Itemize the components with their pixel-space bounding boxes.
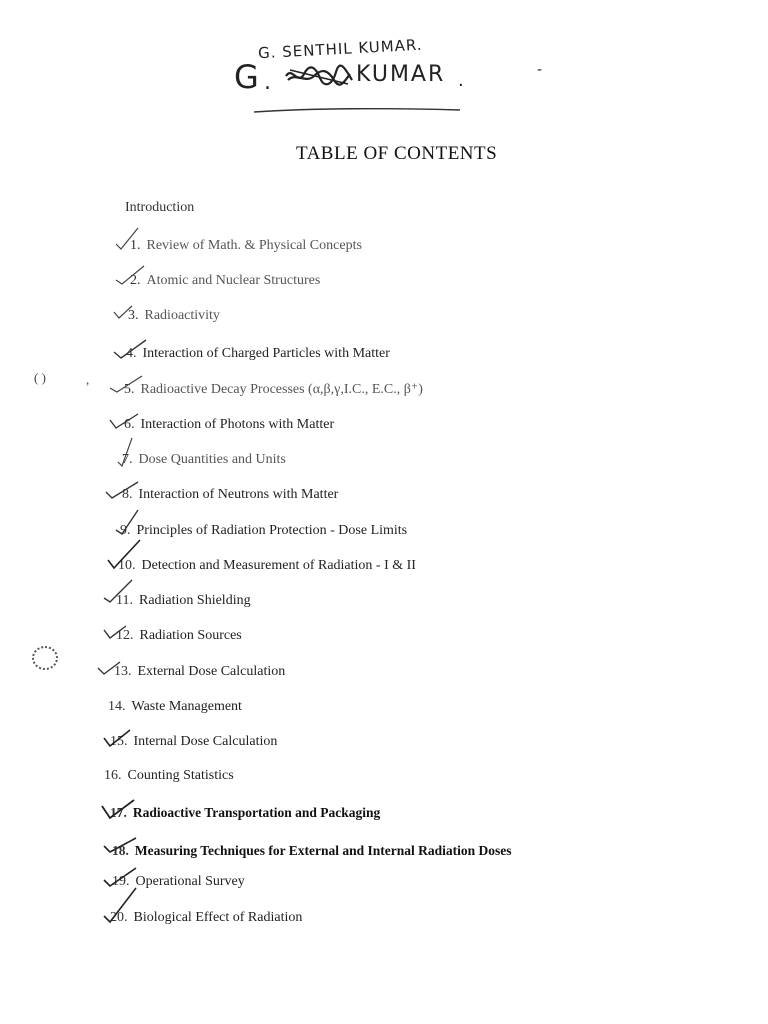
page-title: TABLE OF CONTENTS bbox=[296, 143, 498, 164]
toc-item-number: 9. bbox=[120, 523, 131, 538]
checkmark-icon bbox=[112, 508, 142, 538]
checkmark-icon bbox=[100, 726, 134, 752]
toc-item-label: Principles of Radiation Protection - Dose Limits bbox=[136, 523, 408, 538]
toc-item-number: 2. bbox=[130, 273, 141, 288]
toc-item-number: 12. bbox=[116, 628, 134, 643]
checkmark-icon bbox=[102, 478, 142, 506]
toc-item-label: Radioactive Transportation and Packaging bbox=[132, 805, 381, 820]
toc-item-number: 15. bbox=[110, 734, 128, 749]
toc-item-label: Counting Statistics bbox=[127, 768, 234, 783]
toc-item-label: Atomic and Nuclear Structures bbox=[146, 273, 321, 288]
toc-item-13 bbox=[114, 664, 285, 680]
checkmark-icon bbox=[106, 372, 146, 398]
margin-parentheses: ( ) bbox=[34, 370, 46, 385]
toc-item-12 bbox=[116, 628, 242, 644]
toc-item-number: 3. bbox=[128, 308, 139, 323]
toc-item-number: 16. bbox=[104, 768, 122, 783]
toc-item-number: 20. bbox=[110, 910, 128, 925]
toc-item-label: Measuring Techniques for External and Internal Radiation Doses bbox=[134, 843, 512, 858]
toc-item-label: Interaction of Neutrons with Matter bbox=[138, 487, 339, 502]
toc-item-number: 8. bbox=[122, 487, 133, 502]
toc-item-label: Radioactivity bbox=[144, 308, 220, 323]
toc-item-1 bbox=[130, 238, 362, 254]
checkmark-icon bbox=[110, 300, 138, 324]
handwritten-dot: . bbox=[264, 70, 271, 95]
toc-item-number: 4. bbox=[126, 346, 137, 361]
toc-item-number: 11. bbox=[116, 593, 133, 608]
handwritten-underline bbox=[252, 98, 462, 118]
toc-item-label: Waste Management bbox=[131, 699, 242, 714]
toc-item-7 bbox=[122, 452, 286, 468]
toc-item-3 bbox=[128, 308, 220, 324]
toc-item-14 bbox=[108, 699, 242, 715]
checkmark-icon bbox=[100, 834, 140, 860]
toc-item-label: Interaction of Photons with Matter bbox=[140, 417, 335, 432]
toc-item-9 bbox=[120, 523, 407, 539]
toc-item-label: Dose Quantities and Units bbox=[138, 452, 286, 467]
checkmark-icon bbox=[100, 622, 130, 644]
toc-item-number: 13. bbox=[114, 664, 132, 679]
toc-item-number: 1. bbox=[130, 238, 141, 253]
checkmark-icon bbox=[100, 886, 140, 926]
toc-item-number: 18. bbox=[112, 843, 129, 858]
toc-item-2 bbox=[130, 273, 320, 289]
checkmark-icon bbox=[106, 410, 142, 436]
margin-dash: - bbox=[537, 62, 543, 78]
checkmark-icon bbox=[94, 658, 124, 680]
toc-item-label: Radioactive Decay Processes (α,β,γ,I.C., E.C., β⁺) bbox=[140, 382, 423, 397]
toc-item-15 bbox=[110, 734, 277, 750]
toc-item-16 bbox=[104, 768, 234, 784]
margin-comma: , bbox=[86, 372, 90, 387]
handwritten-name-line2: KUMAR bbox=[356, 62, 446, 87]
toc-item-label: Interaction of Charged Particles with Matter bbox=[142, 346, 390, 361]
toc-item-number: 19. bbox=[112, 874, 130, 889]
toc-item-label: External Dose Calculation bbox=[137, 664, 286, 679]
toc-item-18 bbox=[112, 843, 512, 859]
checkmark-icon bbox=[112, 262, 148, 290]
toc-item-number: 5. bbox=[124, 382, 135, 397]
toc-item-label: Internal Dose Calculation bbox=[133, 734, 278, 749]
ink-blot bbox=[32, 646, 58, 670]
toc-item-label: Radiation Shielding bbox=[138, 593, 251, 608]
toc-item-8 bbox=[122, 487, 338, 503]
toc-item-number: 7. bbox=[122, 452, 133, 467]
checkmark-icon bbox=[112, 226, 142, 254]
checkmark-icon bbox=[100, 578, 138, 606]
toc-item-number: 6. bbox=[124, 417, 135, 432]
scribble-mark bbox=[284, 64, 354, 88]
toc-item-4 bbox=[126, 346, 390, 362]
checkmark-icon bbox=[114, 436, 136, 470]
toc-item-label: Review of Math. & Physical Concepts bbox=[146, 238, 362, 253]
handwritten-dot-2: . bbox=[458, 70, 464, 91]
toc-item-10 bbox=[118, 558, 416, 574]
checkmark-icon bbox=[98, 796, 138, 826]
handwritten-initial: G bbox=[234, 58, 259, 96]
toc-item-label: Operational Survey bbox=[135, 874, 245, 889]
checkmark-icon bbox=[110, 336, 150, 364]
toc-item-label: Detection and Measurement of Radiation - I & II bbox=[141, 558, 416, 573]
toc-intro: Introduction bbox=[125, 200, 195, 215]
toc-item-number: 10. bbox=[118, 558, 136, 573]
handwritten-name-line1: G. SENTHIL KUMAR. bbox=[257, 35, 424, 63]
toc-item-number: 17. bbox=[110, 805, 127, 820]
toc-item-17 bbox=[110, 805, 380, 821]
toc-item-6 bbox=[124, 417, 334, 433]
toc-item-5 bbox=[124, 381, 423, 398]
toc-item-label: Radiation Sources bbox=[139, 628, 242, 643]
toc-item-number: 14. bbox=[108, 699, 126, 714]
toc-item-label: Biological Effect of Radiation bbox=[133, 910, 303, 925]
checkmark-icon bbox=[104, 538, 144, 572]
